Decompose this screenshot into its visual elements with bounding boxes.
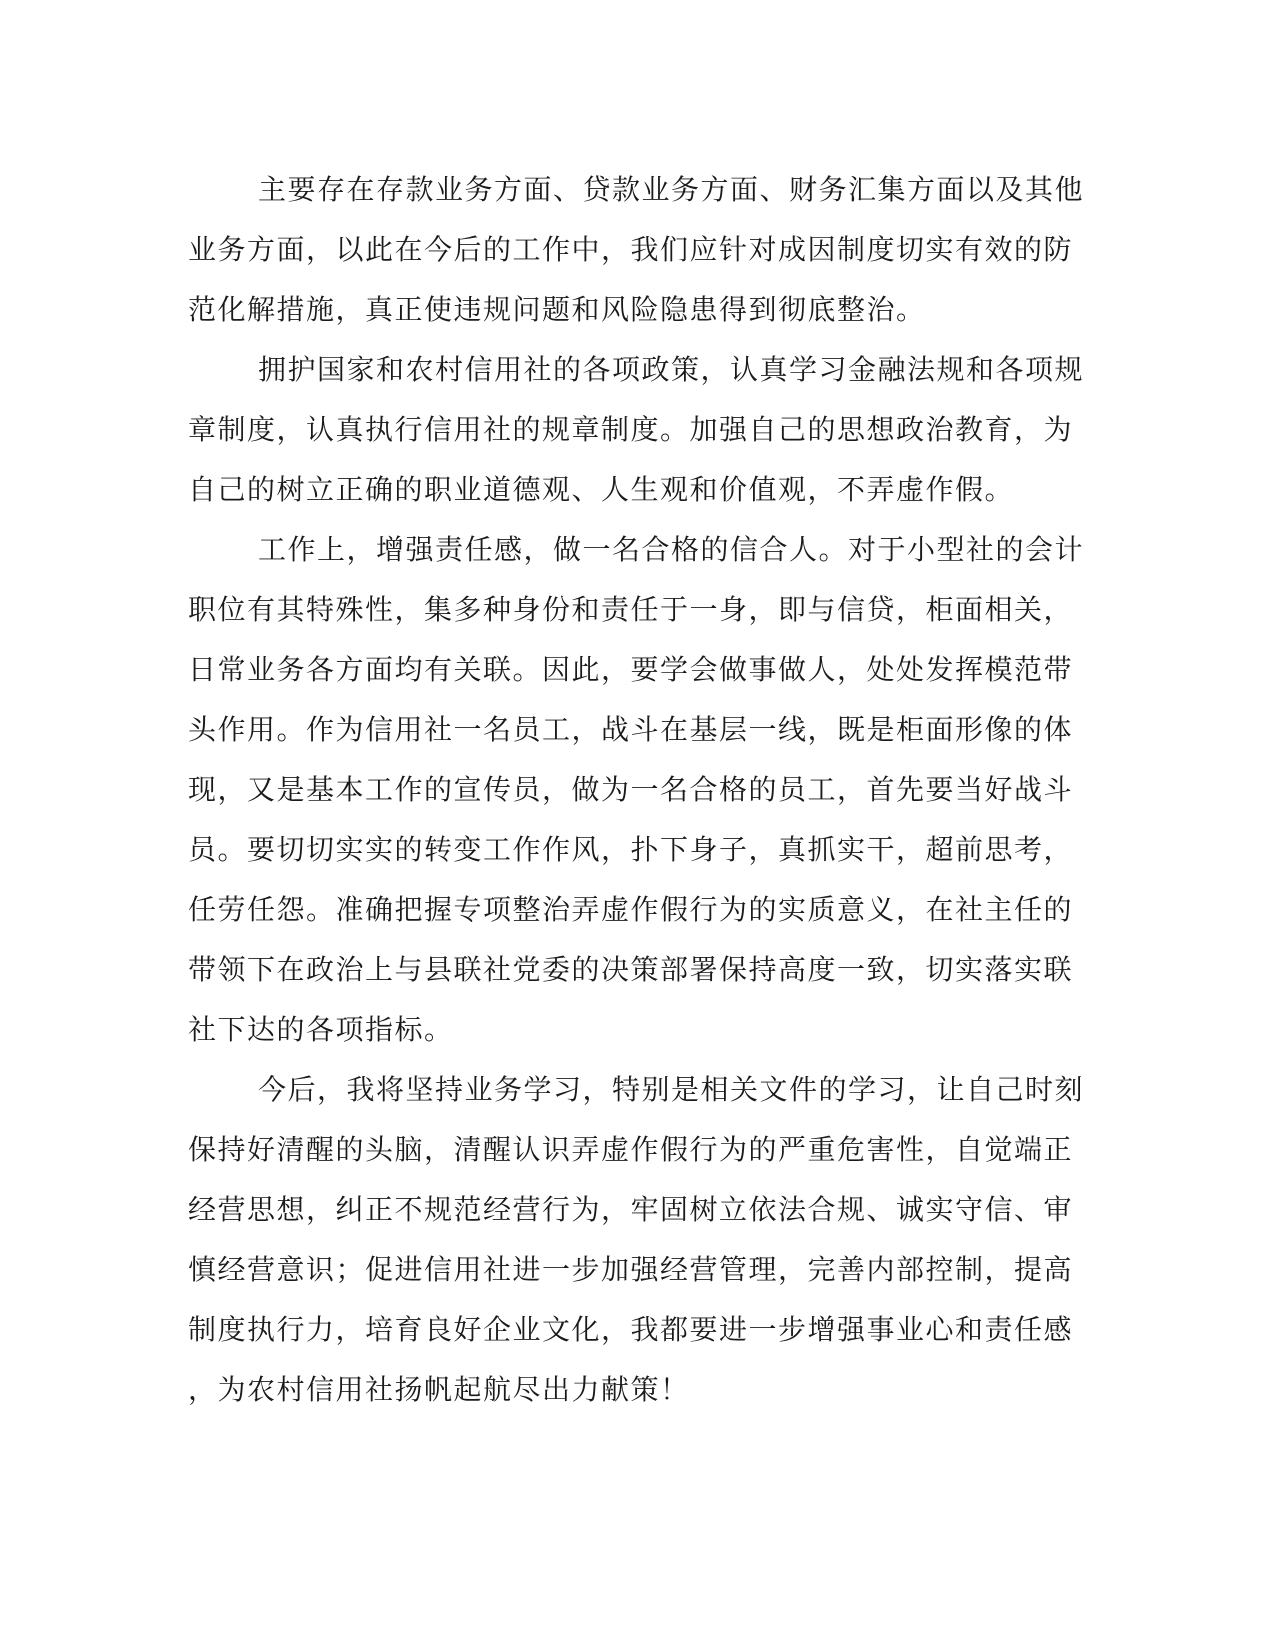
paragraph-1: [188, 160, 1085, 340]
text-line: ，为农村信用社扬帆起航尽出力献策！: [188, 1373, 690, 1406]
text-line: 带领下在政治上与县联社党委的决策部署保持高度一致，切实落实联: [188, 953, 1074, 986]
text-line: 主要存在存款业务方面、贷款业务方面、财务汇集方面以及其他: [258, 173, 1085, 206]
text-line: 工作上，增强责任感，做一名合格的信合人。对于小型社的会计: [258, 533, 1085, 566]
paragraph-2: [188, 340, 1085, 520]
text-line: 拥护国家和农村信用社的各项政策，认真学习金融法规和各项规: [258, 353, 1085, 386]
text-line: 员。要切切实实的转变工作作风，扑下身子，真抓实干，超前思考，: [188, 833, 1074, 866]
text-line: 业务方面，以此在今后的工作中，我们应针对成因制度切实有效的防: [188, 233, 1074, 266]
text-line: 社下达的各项指标。: [188, 1013, 454, 1046]
text-line: 职位有其特殊性，集多种身份和责任于一身，即与信贷，柜面相关，: [188, 593, 1074, 626]
text-line: 保持好清醒的头脑，清醒认识弄虚作假行为的严重危害性，自觉端正: [188, 1133, 1074, 1166]
text-line: 制度执行力，培育良好企业文化，我都要进一步增强事业心和责任感: [188, 1313, 1074, 1346]
document-body: [188, 160, 1085, 1420]
text-line: 头作用。作为信用社一名员工，战斗在基层一线，既是柜面形像的体: [188, 713, 1074, 746]
text-line: 日常业务各方面均有关联。因此，要学会做事做人，处处发挥模范带: [188, 653, 1074, 686]
text-line: 章制度，认真执行信用社的规章制度。加强自己的思想政治教育，为: [188, 413, 1074, 446]
text-line: 范化解措施，真正使违规问题和风险隐患得到彻底整治。: [188, 293, 926, 326]
text-line: 今后，我将坚持业务学习，特别是相关文件的学习，让自己时刻: [258, 1073, 1085, 1106]
text-line: 现，又是基本工作的宣传员，做为一名合格的员工，首先要当好战斗: [188, 773, 1074, 806]
text-line: 经营思想，纠正不规范经营行为，牢固树立依法合规、诚实守信、审: [188, 1193, 1074, 1226]
text-line: 慎经营意识；促进信用社进一步加强经营管理，完善内部控制，提高: [188, 1253, 1074, 1286]
paragraph-3: [188, 520, 1085, 1060]
text-line: 自己的树立正确的职业道德观、人生观和价值观，不弄虚作假。: [188, 473, 1015, 506]
paragraph-4: [188, 1060, 1085, 1420]
text-line: 任劳任怨。准确把握专项整治弄虚作假行为的实质意义，在社主任的: [188, 893, 1074, 926]
